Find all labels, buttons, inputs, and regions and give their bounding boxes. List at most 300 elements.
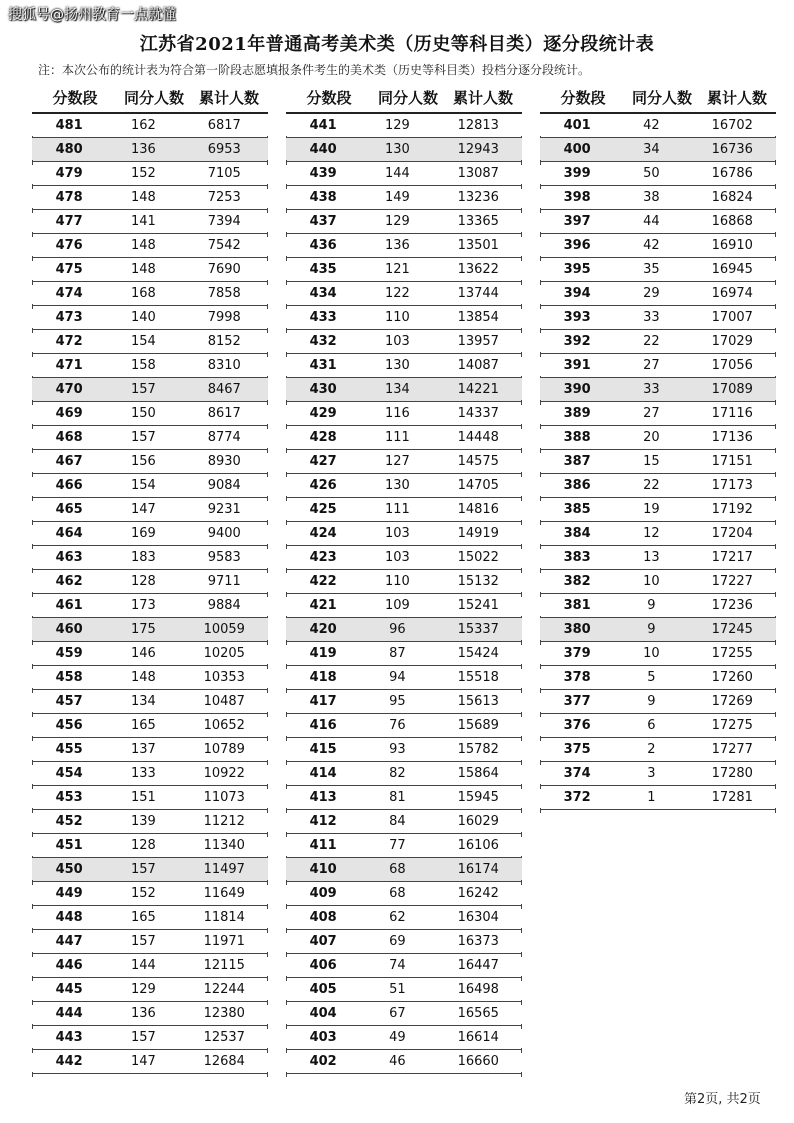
table-row	[32, 930, 268, 954]
count-cell: 13	[643, 550, 660, 565]
cumulative-cell: 15241	[457, 598, 499, 613]
cumulative-cell: 7998	[207, 310, 241, 325]
cumulative-cell: 14448	[457, 430, 499, 445]
score-cell: 467	[55, 454, 83, 469]
count-cell: 5	[647, 670, 656, 685]
table-row	[286, 618, 522, 642]
score-cell: 431	[309, 358, 337, 373]
cumulative-cell: 10789	[203, 742, 245, 757]
count-cell: 103	[384, 550, 410, 565]
count-cell: 68	[389, 886, 406, 901]
table-row	[540, 546, 776, 570]
score-cell: 407	[309, 934, 337, 949]
table-row	[286, 570, 522, 594]
table-row	[540, 474, 776, 498]
count-cell: 9	[647, 694, 656, 709]
table-column-3	[540, 82, 776, 810]
score-cell: 445	[55, 982, 83, 997]
count-cell: 96	[389, 622, 406, 637]
table-row	[32, 258, 268, 282]
cumulative-cell: 14816	[457, 502, 499, 517]
count-cell: 141	[130, 214, 156, 229]
table-row	[32, 810, 268, 834]
cumulative-cell: 16614	[457, 1030, 499, 1045]
table-row	[540, 210, 776, 234]
table-row	[540, 594, 776, 618]
score-cell: 464	[55, 526, 83, 541]
score-cell: 447	[55, 934, 83, 949]
count-cell: 137	[130, 742, 156, 757]
score-cell: 435	[309, 262, 337, 277]
count-cell: 130	[384, 478, 410, 493]
cumulative-cell: 16736	[711, 142, 753, 157]
cumulative-cell: 15424	[457, 646, 499, 661]
cumulative-cell: 16974	[711, 286, 753, 301]
cumulative-cell: 6817	[207, 118, 241, 133]
table-row	[540, 186, 776, 210]
cumulative-cell: 16824	[711, 190, 753, 205]
table-row	[540, 786, 776, 810]
cumulative-cell: 10922	[203, 766, 245, 781]
cumulative-cell: 17089	[711, 382, 753, 397]
count-cell: 130	[384, 142, 410, 157]
cumulative-cell: 10205	[203, 646, 245, 661]
header-score: 分数段	[560, 88, 606, 107]
cumulative-cell: 8310	[207, 358, 241, 373]
cumulative-cell: 12943	[457, 142, 499, 157]
table-row	[286, 186, 522, 210]
score-cell: 415	[309, 742, 337, 757]
count-cell: 29	[643, 286, 660, 301]
score-cell: 421	[309, 598, 337, 613]
cumulative-cell: 14221	[457, 382, 499, 397]
table-row	[540, 714, 776, 738]
cumulative-cell: 17173	[711, 478, 753, 493]
table-row	[286, 1002, 522, 1026]
count-cell: 129	[130, 982, 156, 997]
count-cell: 144	[130, 958, 156, 973]
header-cumulative: 累计人数	[706, 88, 767, 107]
score-cell: 461	[55, 598, 83, 613]
score-cell: 424	[309, 526, 337, 541]
cumulative-cell: 16029	[457, 814, 499, 829]
count-cell: 127	[384, 454, 410, 469]
count-cell: 136	[384, 238, 410, 253]
table-row	[286, 666, 522, 690]
cumulative-cell: 9711	[207, 574, 241, 589]
count-cell: 148	[130, 670, 156, 685]
count-cell: 152	[130, 886, 156, 901]
count-cell: 183	[130, 550, 156, 565]
cumulative-cell: 14087	[457, 358, 499, 373]
count-cell: 111	[384, 430, 410, 445]
header-count: 同分人数	[377, 88, 438, 107]
count-cell: 68	[389, 862, 406, 877]
score-cell: 457	[55, 694, 83, 709]
count-cell: 22	[643, 334, 660, 349]
table-row	[32, 906, 268, 930]
table-row	[540, 234, 776, 258]
count-cell: 128	[130, 838, 156, 853]
table-row	[32, 114, 268, 138]
score-cell: 475	[55, 262, 83, 277]
score-cell: 453	[55, 790, 83, 805]
count-cell: 9	[647, 622, 656, 637]
header-cumulative: 累计人数	[198, 88, 259, 107]
count-cell: 38	[643, 190, 660, 205]
count-cell: 20	[643, 430, 660, 445]
count-cell: 154	[130, 478, 156, 493]
table-row	[286, 882, 522, 906]
score-cell: 380	[563, 622, 591, 637]
cumulative-cell: 8152	[207, 334, 241, 349]
count-cell: 76	[389, 718, 406, 733]
score-cell: 372	[563, 790, 591, 805]
score-cell: 419	[309, 646, 337, 661]
table-row	[286, 402, 522, 426]
count-cell: 93	[389, 742, 406, 757]
cumulative-cell: 12244	[203, 982, 245, 997]
count-cell: 150	[130, 406, 156, 421]
count-cell: 157	[130, 382, 156, 397]
count-cell: 134	[130, 694, 156, 709]
count-cell: 103	[384, 334, 410, 349]
score-cell: 451	[55, 838, 83, 853]
score-cell: 458	[55, 670, 83, 685]
score-cell: 442	[55, 1054, 83, 1069]
count-cell: 148	[130, 238, 156, 253]
count-cell: 44	[643, 214, 660, 229]
count-cell: 140	[130, 310, 156, 325]
count-cell: 27	[643, 358, 660, 373]
table-column-1	[32, 82, 268, 1074]
score-cell: 456	[55, 718, 83, 733]
table-row	[540, 402, 776, 426]
table-row	[286, 114, 522, 138]
table-row	[32, 738, 268, 762]
score-cell: 376	[563, 718, 591, 733]
cumulative-cell: 13087	[457, 166, 499, 181]
score-cell: 460	[55, 622, 83, 637]
count-cell: 74	[389, 958, 406, 973]
table-row	[286, 234, 522, 258]
table-row	[286, 642, 522, 666]
score-cell: 434	[309, 286, 337, 301]
count-cell: 162	[130, 118, 156, 133]
score-cell: 404	[309, 1006, 337, 1021]
cumulative-cell: 17255	[711, 646, 753, 661]
cumulative-cell: 15782	[457, 742, 499, 757]
cumulative-cell: 8467	[207, 382, 241, 397]
table-row	[32, 834, 268, 858]
score-cell: 426	[309, 478, 337, 493]
score-cell: 473	[55, 310, 83, 325]
count-cell: 34	[643, 142, 660, 157]
score-cell: 433	[309, 310, 337, 325]
score-cell: 391	[563, 358, 591, 373]
table-row	[286, 258, 522, 282]
cumulative-cell: 8774	[207, 430, 241, 445]
table-row	[286, 858, 522, 882]
score-cell: 390	[563, 382, 591, 397]
cumulative-cell: 16910	[711, 238, 753, 253]
cumulative-cell: 13236	[457, 190, 499, 205]
score-cell: 441	[309, 118, 337, 133]
table-row	[32, 546, 268, 570]
cumulative-cell: 16373	[457, 934, 499, 949]
count-cell: 1	[647, 790, 656, 805]
cumulative-cell: 17116	[711, 406, 753, 421]
score-cell: 385	[563, 502, 591, 517]
table-row	[32, 378, 268, 402]
count-cell: 84	[389, 814, 406, 829]
table-row	[286, 138, 522, 162]
cumulative-cell: 17277	[711, 742, 753, 757]
score-cell: 423	[309, 550, 337, 565]
cumulative-cell: 16702	[711, 118, 753, 133]
table-row	[540, 162, 776, 186]
cumulative-cell: 15132	[457, 574, 499, 589]
table-row	[32, 474, 268, 498]
table-row	[32, 306, 268, 330]
cumulative-cell: 12684	[203, 1054, 245, 1069]
score-cell: 443	[55, 1030, 83, 1045]
table-row	[32, 786, 268, 810]
table-row	[32, 426, 268, 450]
table-row	[540, 498, 776, 522]
table-row	[540, 762, 776, 786]
count-cell: 158	[130, 358, 156, 373]
cumulative-cell: 6953	[207, 142, 241, 157]
cumulative-cell: 10652	[203, 718, 245, 733]
count-cell: 157	[130, 934, 156, 949]
score-cell: 418	[309, 670, 337, 685]
count-cell: 50	[643, 166, 660, 181]
score-cell: 452	[55, 814, 83, 829]
table-row	[32, 714, 268, 738]
cumulative-cell: 16447	[457, 958, 499, 973]
count-cell: 149	[384, 190, 410, 205]
score-cell: 398	[563, 190, 591, 205]
cumulative-cell: 16945	[711, 262, 753, 277]
cumulative-cell: 11212	[203, 814, 245, 829]
count-cell: 175	[130, 622, 156, 637]
count-cell: 49	[389, 1030, 406, 1045]
table-body	[286, 114, 522, 1074]
score-cell: 397	[563, 214, 591, 229]
count-cell: 12	[643, 526, 660, 541]
score-cell: 375	[563, 742, 591, 757]
cumulative-cell: 17281	[711, 790, 753, 805]
count-cell: 33	[643, 382, 660, 397]
score-cell: 410	[309, 862, 337, 877]
table-row	[540, 306, 776, 330]
score-cell: 430	[309, 382, 337, 397]
count-cell: 110	[384, 310, 410, 325]
table-row	[540, 378, 776, 402]
table-row	[32, 354, 268, 378]
cumulative-cell: 16304	[457, 910, 499, 925]
score-cell: 413	[309, 790, 337, 805]
cumulative-cell: 16242	[457, 886, 499, 901]
table-row	[32, 642, 268, 666]
cumulative-cell: 15022	[457, 550, 499, 565]
score-cell: 395	[563, 262, 591, 277]
score-cell: 440	[309, 142, 337, 157]
cumulative-cell: 7253	[207, 190, 241, 205]
count-cell: 103	[384, 526, 410, 541]
cumulative-cell: 11649	[203, 886, 245, 901]
cumulative-cell: 11340	[203, 838, 245, 853]
score-cell: 466	[55, 478, 83, 493]
table-header	[32, 82, 268, 114]
table-row	[540, 642, 776, 666]
count-cell: 109	[384, 598, 410, 613]
table-row	[286, 450, 522, 474]
score-cell: 394	[563, 286, 591, 301]
count-cell: 154	[130, 334, 156, 349]
cumulative-cell: 7690	[207, 262, 241, 277]
count-cell: 87	[389, 646, 406, 661]
table-row	[32, 690, 268, 714]
table-row	[540, 282, 776, 306]
count-cell: 62	[389, 910, 406, 925]
cumulative-cell: 9583	[207, 550, 241, 565]
cumulative-cell: 17217	[711, 550, 753, 565]
page-number: 第2页, 共2页	[684, 1092, 761, 1107]
table-row	[32, 954, 268, 978]
count-cell: 15	[643, 454, 660, 469]
cumulative-cell: 14919	[457, 526, 499, 541]
cumulative-cell: 9084	[207, 478, 241, 493]
table-note: 注：本次公布的统计表为符合第一阶段志愿填报条件考生的美术类（历史等科目类）投档分逐分段统计。	[38, 63, 591, 77]
cumulative-cell: 13957	[457, 334, 499, 349]
table-row	[32, 1050, 268, 1074]
score-cell: 459	[55, 646, 83, 661]
cumulative-cell: 8617	[207, 406, 241, 421]
count-cell: 27	[643, 406, 660, 421]
header-count: 同分人数	[631, 88, 692, 107]
table-body	[32, 114, 268, 1074]
score-cell: 444	[55, 1006, 83, 1021]
score-cell: 377	[563, 694, 591, 709]
table-row	[286, 1026, 522, 1050]
cumulative-cell: 17151	[711, 454, 753, 469]
cumulative-cell: 13622	[457, 262, 499, 277]
cumulative-cell: 12537	[203, 1030, 245, 1045]
count-cell: 134	[384, 382, 410, 397]
table-row	[540, 114, 776, 138]
table-row	[32, 618, 268, 642]
count-cell: 67	[389, 1006, 406, 1021]
table-row	[32, 210, 268, 234]
count-cell: 128	[130, 574, 156, 589]
cumulative-cell: 16786	[711, 166, 753, 181]
score-cell: 479	[55, 166, 83, 181]
score-cell: 476	[55, 238, 83, 253]
cumulative-cell: 16565	[457, 1006, 499, 1021]
score-cell: 446	[55, 958, 83, 973]
score-cell: 450	[55, 862, 83, 877]
score-cell: 470	[55, 382, 83, 397]
table-row	[32, 1002, 268, 1026]
score-cell: 449	[55, 886, 83, 901]
table-row	[286, 282, 522, 306]
count-cell: 157	[130, 1030, 156, 1045]
cumulative-cell: 7858	[207, 286, 241, 301]
cumulative-cell: 15337	[457, 622, 499, 637]
count-cell: 95	[389, 694, 406, 709]
count-cell: 129	[384, 214, 410, 229]
score-cell: 401	[563, 118, 591, 133]
table-row	[286, 954, 522, 978]
score-cell: 448	[55, 910, 83, 925]
score-cell: 471	[55, 358, 83, 373]
count-cell: 69	[389, 934, 406, 949]
table-row	[286, 162, 522, 186]
count-cell: 2	[647, 742, 656, 757]
table-row	[32, 858, 268, 882]
count-cell: 9	[647, 598, 656, 613]
score-cell: 474	[55, 286, 83, 301]
cumulative-cell: 11497	[203, 862, 245, 877]
score-cell: 416	[309, 718, 337, 733]
table-row	[286, 426, 522, 450]
cumulative-cell: 17204	[711, 526, 753, 541]
table-row	[32, 282, 268, 306]
score-cell: 422	[309, 574, 337, 589]
table-row	[286, 690, 522, 714]
count-cell: 121	[384, 262, 410, 277]
count-cell: 111	[384, 502, 410, 517]
count-cell: 148	[130, 190, 156, 205]
table-row	[32, 402, 268, 426]
score-cell: 382	[563, 574, 591, 589]
count-cell: 147	[130, 1054, 156, 1069]
cumulative-cell: 15864	[457, 766, 499, 781]
score-cell: 425	[309, 502, 337, 517]
table-row	[286, 1050, 522, 1074]
cumulative-cell: 10059	[203, 622, 245, 637]
table-header	[540, 82, 776, 114]
cumulative-cell: 11073	[203, 790, 245, 805]
score-cell: 468	[55, 430, 83, 445]
count-cell: 156	[130, 454, 156, 469]
count-cell: 165	[130, 718, 156, 733]
header-cumulative: 累计人数	[452, 88, 513, 107]
table-row	[32, 666, 268, 690]
score-cell: 432	[309, 334, 337, 349]
table-row	[540, 690, 776, 714]
table-header	[286, 82, 522, 114]
score-cell: 400	[563, 142, 591, 157]
table-row	[286, 210, 522, 234]
table-body	[540, 114, 776, 810]
table-row	[540, 354, 776, 378]
cumulative-cell: 7105	[207, 166, 241, 181]
cumulative-cell: 13365	[457, 214, 499, 229]
score-cell: 408	[309, 910, 337, 925]
score-cell: 465	[55, 502, 83, 517]
cumulative-cell: 9231	[207, 502, 241, 517]
cumulative-cell: 12115	[203, 958, 245, 973]
header-count: 同分人数	[123, 88, 184, 107]
score-cell: 437	[309, 214, 337, 229]
count-cell: 33	[643, 310, 660, 325]
cumulative-cell: 16174	[457, 862, 499, 877]
count-cell: 42	[643, 118, 660, 133]
table-column-2	[286, 82, 522, 1074]
